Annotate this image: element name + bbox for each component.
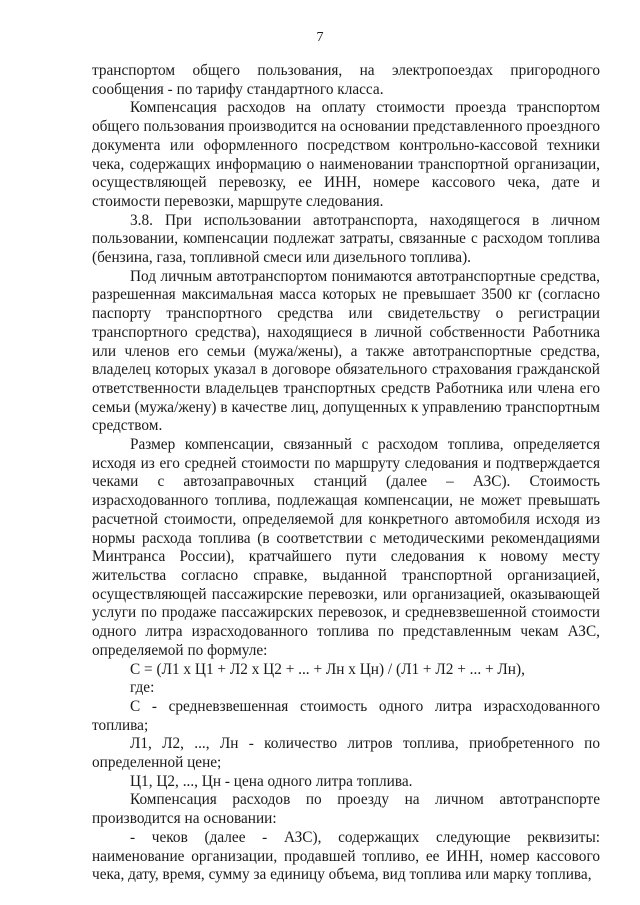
fuel-cost-formula: С = (Л1 х Ц1 + Л2 х Ц2 + ... + Лн х Цн) / (Л1 + Л2 + ... + Лн),: [130, 660, 525, 678]
paragraph-public-transport-compensation: Компенсация расходов на оплату стоимости проезда транспортом общего пользования производится на основании представленного проездного документа или оформленного посредством контрольно-кассовой техники чека, содержащих информацию о наименовании транспортной организации, осуществляющей перевозку, ее ИНН, номере кассового чека, дате и стоимости перевозки, маршруте следования.: [92, 99, 600, 210]
paragraph-fuel-compensation-amount: Размер компенсации, связанный с расходом топлива, определяется исходя из его средней стоимости по маршруту следования и подтверждается чеками с автозаправочных станций (далее – АЗС). Стоимость израсходованного топлива, подлежащая компенсации, не может превышать расчетной стоимости, определяемой для конкретного автомобиля исходя из нормы расхода топлива (в соответствии с методическими рекомендациями Минтранса России), кратчайшего пути следования к новому месту жительства согласно справке, выданной транспортной организацией, осуществляющей пассажирские перевозки, или организацией, оказывающей услуги по продаже пассажирских перевозок, и средневзвешенной стоимости одного литра израсходованного топлива по представленным чекам АЗС, определяемой по формуле:: [92, 436, 600, 659]
list-item-receipts: - чеков (далее - АЗС), содержащих следующие реквизиты: наименование организации, продавшей топливо, ее ИНН, номер кассового чека, дату, время, сумму за единицу объема, вид топлива или марку топлива,: [92, 828, 600, 884]
definition-weighted-cost: С - средневзвешенная стоимость одного литра израсходованного топлива;: [92, 697, 600, 734]
formula-where-label: где:: [130, 679, 155, 697]
document-body: [92, 62, 600, 885]
paragraph-personal-vehicle-definition: Под личным автотранспортом понимаются автотранспортные средства, разрешенная максимальная масса которых не превышает 3500 кг (согласно паспорту транспортного средства или свидетельству о регистрации транспортного средства), находящиеся в личной собственности Работника или членов его семьи (мужа/жены), а также автотранспортные средства, владелец которых указал в договоре обязательного страхования гражданской ответственности владельцев транспортных средств Работника или члена его семьи (мужа/жену) в качестве лиц, допущенных к управлению транспортным средством.: [92, 267, 600, 435]
paragraph-section-3-8: 3.8. При использовании автотранспорта, находящегося в личном пользовании, компенсации подлежат затраты, связанные с расходом топлива (бензина, газа, топливной смеси или дизельного топлива).: [92, 211, 600, 267]
page-number: 7: [316, 30, 324, 45]
definition-liters: Л1, Л2, ..., Лн - количество литров топлива, приобретенного по определенной цене;: [92, 735, 600, 772]
paragraph-transport-fare: транспортом общего пользования, на электропоездах пригородного сообщения - по тарифу стандартного класса.: [92, 62, 600, 98]
definition-price: Ц1, Ц2, ..., Цн - цена одного литра топлива.: [130, 772, 413, 790]
paragraph-compensation-basis: Компенсация расходов по проезду на личном автотранспорте производится на основании:: [92, 791, 600, 828]
